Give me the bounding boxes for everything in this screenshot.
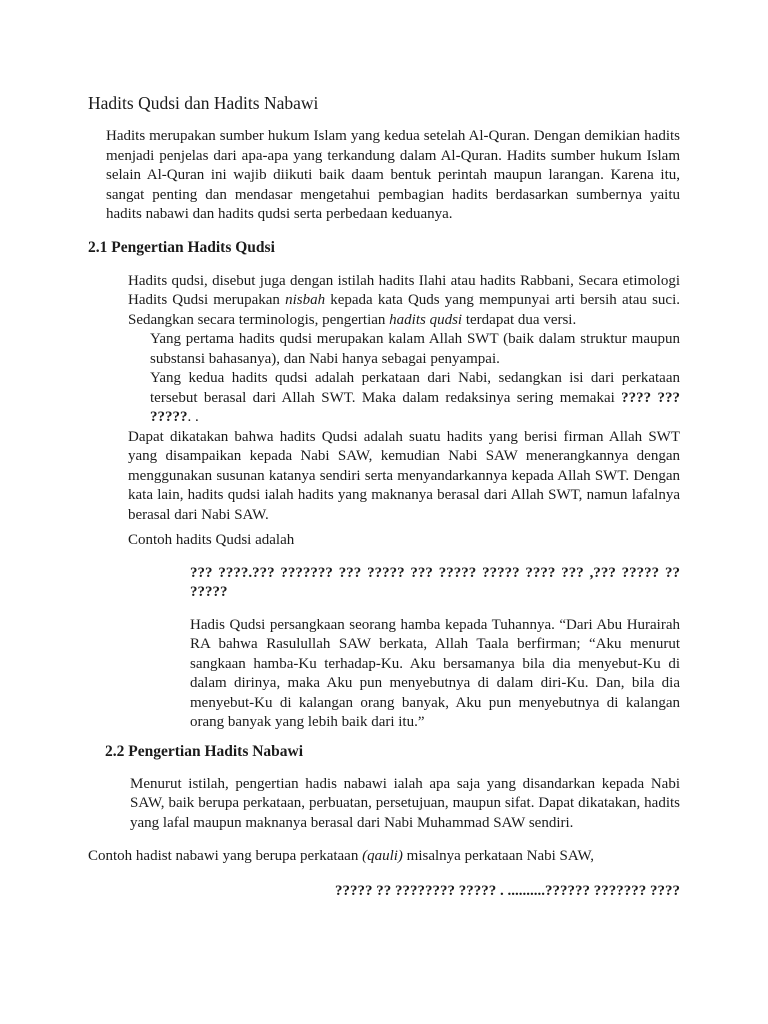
text-run-italic: (qauli) — [362, 848, 403, 864]
contoh-qudsi-label: Contoh hadits Qudsi adalah — [128, 532, 295, 548]
page-title: Hadits Qudsi dan Hadits Nabawi — [88, 93, 319, 113]
section-2-1-paragraph-1 — [128, 272, 680, 331]
contoh-nabawi-label — [88, 847, 680, 867]
arabic-placeholder-block: ??? ????.??? ??????? ??? ????? ??? ????? ????? ???? ??? ,??? ????? ?? ????? — [190, 564, 680, 600]
text-run: Yang kedua hadits qudsi adalah perkataan dari Nabi, sedangkan isi dari perkataan tersebut berasal dari Allah SWT. Maka dalam redaksinya sering memakai — [150, 370, 680, 406]
text-run: kepada kata Quds yang mempunyai arti bersih atau suci. Sedangkan secara terminologis, pengertian — [128, 292, 680, 328]
text-run: terdapat dua versi. — [462, 311, 577, 328]
text-run: Hadits qudsi, disebut juga dengan istilah hadits Ilahi atau hadits Rabbani, Secara etimologi Hadits Qudsi merupakan — [128, 272, 680, 308]
section-2-2-paragraph-1: Menurut istilah, pengertian hadis nabawi ialah apa saja yang disandarkan kepada Nabi SAW, baik berupa perkataan, perbuatan, persetujuan, maupun sifat. Dapat dikatakan, hadits yang lafal maupun maknanya berasal dari Nabi Muhammad SAW sendiri. — [130, 775, 680, 831]
text-run: Contoh hadist nabawi yang berupa perkataan — [88, 848, 363, 864]
intro-paragraph: Hadits merupakan sumber hukum Islam yang kedua setelah Al-Quran. Dengan demikian hadits menjadi penjelas dari apa-apa yang terkandung dalam Al-Quran. Hadits sumber hukum Islam selain Al-Quran ini wajib diikuti baik daam bentuk perintah maupun larangan. Karena itu, sangat penting dan mendasar mengetahui pembagian hadits berdasarkan sumbernya yaitu hadits nabawi dan hadits qudsi serta perbedaan keduanya. — [106, 128, 680, 222]
section-2-2-heading: 2.2 Pengertian Hadits Nabawi — [105, 742, 304, 760]
arabic-placeholder-inline: ???? ??? ????? — [150, 389, 681, 425]
section-2-1-item-2 — [150, 369, 680, 428]
text-run-italic: nisbah — [285, 292, 326, 308]
text-run: misalnya perkataan Nabi SAW, — [402, 848, 595, 864]
section-2-1-item-1: Yang pertama hadits qudsi merupakan kalam Allah SWT (baik dalam struktur maupun substansi bahasanya), dan Nabi hanya sebagai penyampai. — [150, 331, 680, 367]
qudsi-quote-paragraph: Hadis Qudsi persangkaan seorang hamba kepada Tuhannya. “Dari Abu Hurairah RA bahwa Rasulullah SAW berkata, Allah Taala berfirman; “Aku menurut sangkaan hamba-Ku terhadap-Ku. Aku bersamanya bila dia menyebut-Ku di dalam dirinya, maka Aku pun menyebutnya di dalam diri-Ku. Dan, bila dia menyebut-Ku di kalangan orang banyak, Aku pun menyebutnya di kalangan orang banyak yang lebih baik dari itu.” — [190, 616, 680, 730]
section-2-1-paragraph-2: Dapat dikatakan bahwa hadits Qudsi adalah suatu hadits yang berisi firman Allah SWT yang disampaikan kepada Nabi SAW, kemudian Nabi SAW menerangkannya dengan menggunakan susunan katanya sendiri serta menyandarkannya kepada Allah SWT. Dengan kata lain, hadits qudsi ialah hadits yang maknanya berasal dari Allah SWT, namun lafalnya berasal dari Nabi SAW. — [128, 428, 680, 523]
section-2-1-heading: 2.1 Pengertian Hadits Qudsi — [88, 238, 275, 256]
arabic-placeholder-bottom: ????? ?? ???????? ????? . ..........?????? ??????? ???? — [335, 882, 680, 899]
text-run: . . — [187, 409, 199, 425]
text-run-italic: hadits qudsi — [389, 311, 463, 328]
